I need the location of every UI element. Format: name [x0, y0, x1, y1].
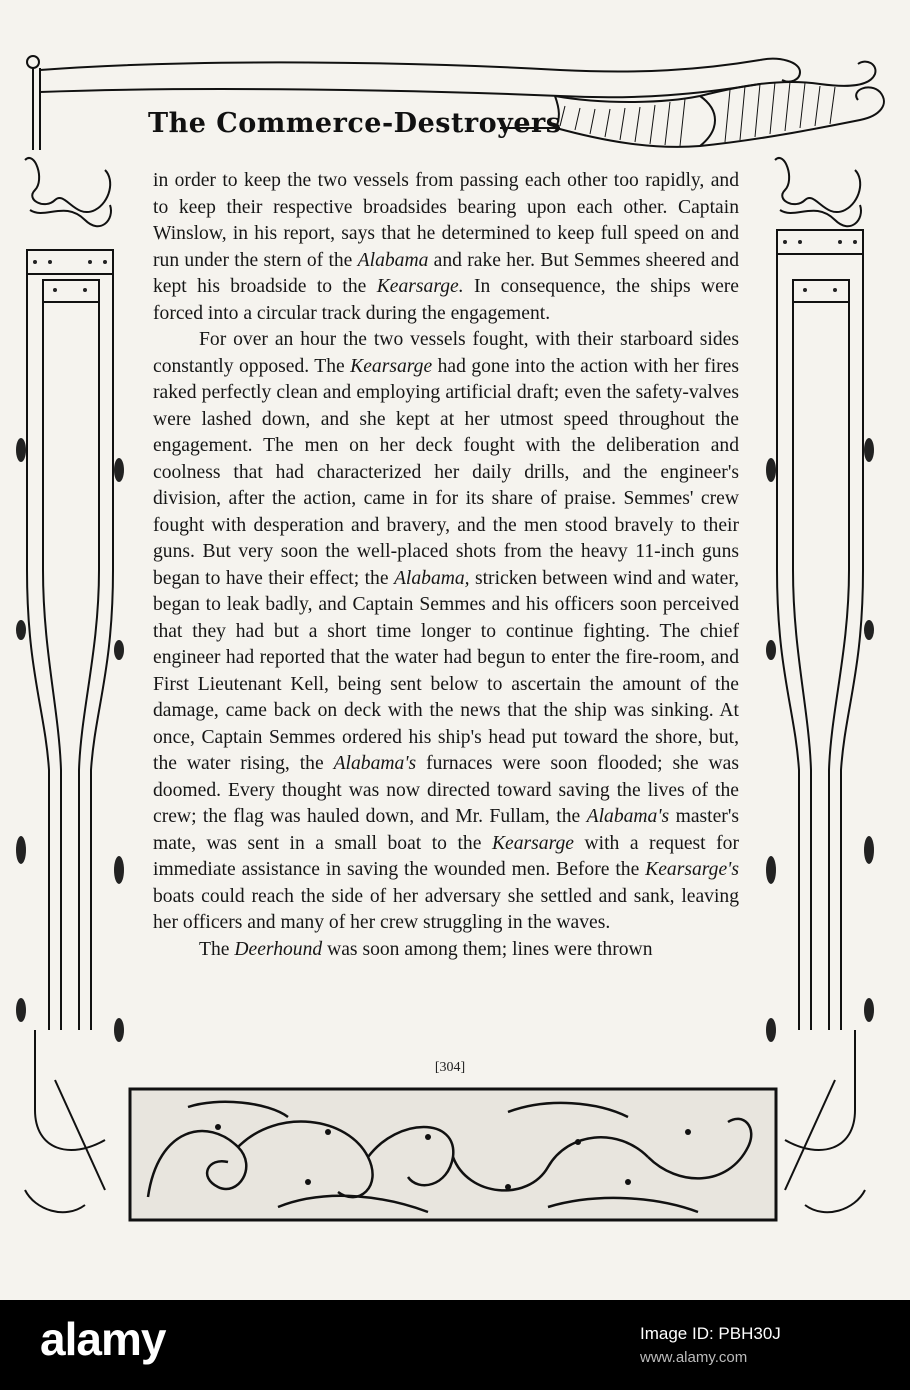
- left-oar-ornament: [15, 150, 125, 1230]
- paragraph-2: For over an hour the two vessels fought, with their starboard sides constantly opposed. The Kearsarge had gone into the action with her fires raked perfectly clean and employing artificial draft; even the safety-valves were lashed down, and she kept at her utmost speed throughout the engagement. The men on her deck fought with the deliberation and coolness that had characterized her daily drills, and the engineer's division, after the action, came in for its share of praise. Semmes' crew fought with desperation and bravery, and the men stood bravely to their guns. But very soon the well-placed shots from the heavy 11-inch guns began to have their effect; the Alabama, stricken between wind and water, began to leak badly, and Captain Semmes and his officers soon perceived that they had but a short time longer to continue fighting. The chief engineer had reported that the water had begun to enter the fire-room, and First Lieutenant Kell, being sent below to ascertain the amount of the damage, came back on deck with the news that the ship was sinking. At once, Captain Semmes ordered his ship's head put toward the shore, but, the water rising, the Alabama's furnaces were soon flooded; she was doomed. Every thought was now directed toward saving the lives of the crew; the flag was hauled down, and Mr. Fullam, the Alabama's master's mate, was sent in a small boat to the Kearsarge with a request for immediate assistance in saving the wounded men. Before the Kearsarge's boats could reach the side of her adversary she settled and sank, leaving her officers and many of her crew struggling in the waves.: [153, 329, 739, 933]
- paragraph-3: The Deerhound was soon among them; lines were thrown: [199, 938, 653, 960]
- page-number: [304]: [434, 1060, 466, 1075]
- body-text: [153, 168, 739, 963]
- ribbon-banner: [0, 0, 910, 175]
- right-oar-ornament: [765, 150, 875, 1230]
- alamy-logo: alamy: [40, 1313, 166, 1365]
- paragraph-1: in order to keep the two vessels from passing each other too rapidly, and to keep their respective broadsides bearing upon each other. Captain Winslow, in his report, says that he determined to keep full speed on and run under the stern of the Alabama and rake her. But Semmes sheered and kept his broadside to the Kearsarge. In consequence, the ships were forced into a circular track during the engagement.: [153, 170, 739, 324]
- running-head: The Commerce-Destroyers: [148, 108, 562, 139]
- stock-url: www.alamy.com: [640, 1349, 748, 1366]
- image-id: Image ID: PBH30J: [640, 1324, 781, 1343]
- stock-image-info: [640, 1322, 890, 1370]
- footer-ornament: [128, 1087, 778, 1222]
